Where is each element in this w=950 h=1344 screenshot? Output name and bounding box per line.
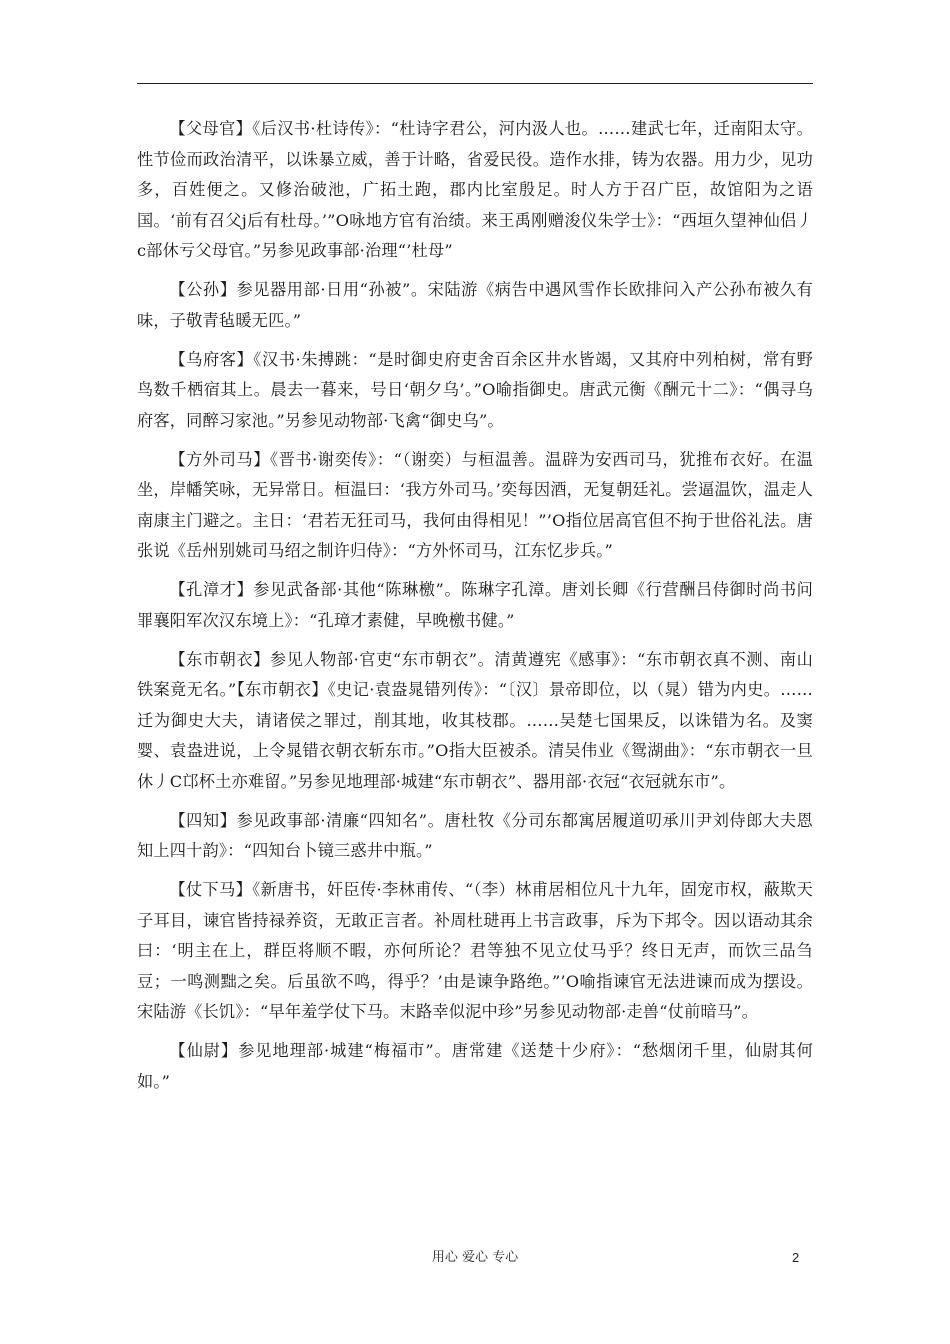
entry-gongsun [137,275,813,336]
entry-zhangxiama [137,875,813,1028]
entry-text: 参见器用部·日用“孙被”。宋陆游《病告中遇风雪作长欧排问入产公孙布被久有味，子敬青毡暖无匹。” [137,280,813,330]
entry-text: 《新唐书，奸臣传·李林甫传、“（李）林甫居相位凡十九年，固宠市权，蔽欺天子耳目，谏官皆持禄养资，无敢正言者。补周杜琎再上书言政事，斥为下邦令。因以语动其余曰：‘明主在上，群臣将顺不暇，亦何所论？君等独不见立仗马乎？终日无声，而饮三品刍豆；一鸣测黜之矣。后虽欲不鸣，得乎？’由是谏争路绝。”’O喻指谏官无法进谏而成为摆设。宋陆游《长饥》：“早年羞学仗下马。末路幸似泥中珍”另参见动物部·走兽“仗前暗马”。 [137,880,813,1021]
entry-text: 参见政事部·清廉“四知名”。唐杜牧《分司东都寓居履道叨承川尹刘侍郎大夫恩知上四十韵》：“四知台卜镜三惑井中瓶。” [137,810,813,860]
footer-slogan: 用心 爱心 专心 [431,1250,519,1265]
header-rule [137,83,813,84]
entry-kongzhangcai [137,575,813,636]
entry-text: 参见武备部·其他“陈琳檄”。陈琳字孔漳。唐刘长卿《行营酬吕侍御时尚书问罪襄阳军次汉东境上》：“孔璋才素健，早晚檄书健。” [137,580,813,630]
entry-text: 《晋书·谢奕传》：“（谢奕）与桓温善。温辟为安西司马，犹推布衣好。在温坐，岸幡笑咏，无异常日。桓温曰：‘我方外司马。’奕每因酒，无复朝廷礼。尝逼温饮，温走人南康主门避之。主日：‘君若无狂司马，我何由得相见！”’O指位居高官但不拘于世俗礼法。唐张说《岳州别姚司马绍之制许归侍》：“方外怀司马，江东忆步兵。” [137,449,813,560]
entry-fangwaisima [137,445,813,567]
entry-term: 【仙尉】 [169,1041,239,1060]
document-body [137,114,813,1106]
entry-text: 参见地理部·城建“梅福市”。唐常建《送楚十少府》：“愁烟闭千里，仙尉其何如。” [137,1041,813,1091]
entry-term: 【四知】 [169,810,237,830]
entry-text: 参见人物部·官吏“东市朝衣”。清黄遵宪《感事》：“东市朝衣真不测、南山铁案竟无名。”【东市朝衣】《史记·袁盎晁错列传》：“〔汉〕景帝即位，以（晁）错为内史。……迁为御史大夫，请诸侯之罪过，削其地，收其枝郡。……吴楚七国果反，以诛错为名。及窦婴、袁盎进说，上令晁错衣朝衣斩东市。”O指大臣被杀。清吴伟业《鸳湖曲》：“东市朝衣一旦休丿C邙杯土亦难留。”另参见地理部·城建“东市朝衣”、器用部·衣冠“衣冠就东市”。 [137,649,813,791]
entry-fumuguan [137,114,813,267]
entry-sizhi [137,806,813,867]
entry-term: 【公孙】 [169,280,237,299]
entry-term: 【仗下马】 [169,880,253,899]
entry-xianwei [137,1036,813,1097]
entry-term: 【乌府客】 [169,349,254,369]
entry-term: 【东市朝衣】 [169,649,270,669]
entry-term: 【孔漳才】 [169,580,254,599]
page-number: 2 [792,1250,800,1265]
entry-term: 【方外司马】 [169,449,270,469]
entry-dongshichaoyi [137,645,813,798]
entry-wufuke [137,345,813,437]
entry-text: 《后汉书·杜诗传》：“杜诗字君公，河内汲人也。……建武七年，迁南阳太守。性节俭而政治清平，以诛暴立威，善于计略，省爱民役。造作水排，铸为农器。用力少，见功多，百姓便之。又修治破池，广拓土跑，郡内比室殷足。时人方于召广臣，故馆阳为之语国。‘前有召父j后有杜母。’”O咏地方官有治绩。来王禹刚赠浚仪朱学士》：“西垣久望神仙侣丿c部休亏父母官。”另参见政事部·治理“’杜母” [137,119,814,260]
entry-text: 《汉书·朱搏跳：“是时御史府吏舍百余区井水皆竭，又其府中列柏树，常有野鸟数千栖宿其上。晨去一暮来，号日‘朝夕乌’。”O喻指御史。唐武元衡《酬元十二》：“偶寻乌府客，同醉习家池。”另参见动物部·飞禽“御史乌”。 [137,349,814,430]
entry-term: 【父母官】 [169,119,253,138]
